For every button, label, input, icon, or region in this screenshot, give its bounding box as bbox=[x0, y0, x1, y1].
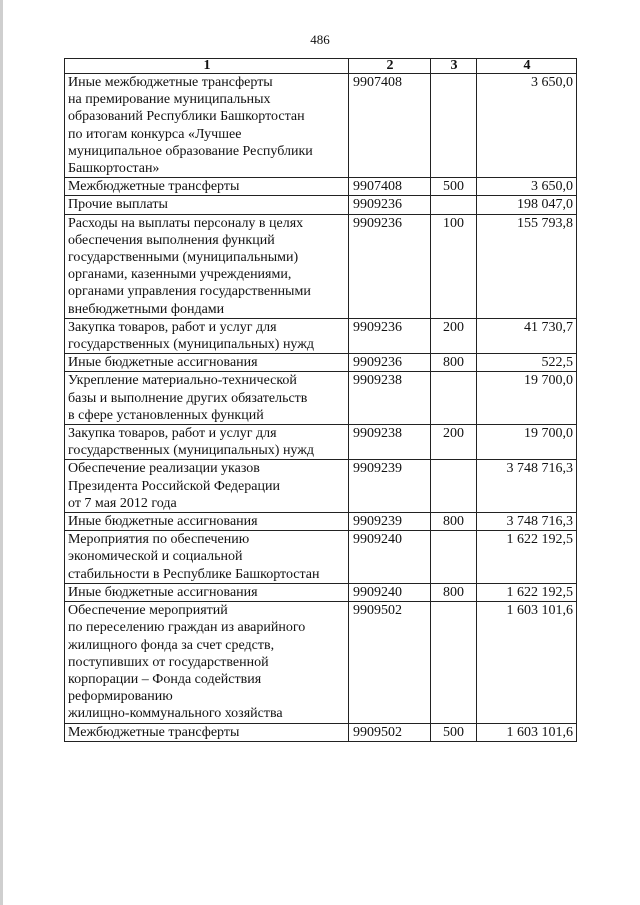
page-number: 486 bbox=[310, 32, 330, 47]
row-name-cell-text: Межбюджетные трансферты bbox=[68, 179, 240, 195]
row-code-cell bbox=[349, 513, 431, 531]
row-amount-cell bbox=[477, 74, 577, 178]
row-code-cell-text: 9909236 bbox=[353, 197, 402, 213]
row-name-cell-text: Укрепление материально-технической базы и выполнение других обязательств в сфере установленных функций bbox=[68, 373, 308, 423]
row-code-cell bbox=[349, 74, 431, 178]
row-type-cell bbox=[431, 425, 477, 460]
row-type-cell bbox=[431, 531, 477, 584]
row-name-cell-text: Прочие выплаты bbox=[68, 197, 168, 213]
row-amount-cell-text: 19 700,0 bbox=[524, 426, 573, 442]
row-name-cell-text: Закупка товаров, работ и услуг для государственных (муниципальных) нужд bbox=[68, 426, 315, 459]
row-amount-cell bbox=[477, 354, 577, 372]
column-header-2: 2 bbox=[349, 59, 431, 74]
row-name-cell-text: Межбюджетные трансферты bbox=[68, 724, 240, 740]
row-type-cell bbox=[431, 214, 477, 318]
table-row bbox=[65, 602, 577, 723]
column-header-1: 1 bbox=[65, 59, 349, 74]
table-row bbox=[65, 425, 577, 460]
row-type-cell-text: 100 bbox=[443, 215, 464, 231]
row-name-cell-text: Иные бюджетные ассигнования bbox=[68, 355, 258, 371]
row-name-cell-text: Мероприятия по обеспечению экономической и социальной стабильности в Республике Башкортостан bbox=[68, 532, 320, 582]
row-amount-cell-text: 1 603 101,6 bbox=[506, 603, 573, 619]
row-amount-cell-text: 3 650,0 bbox=[531, 75, 573, 90]
row-code-cell-text: 9909502 bbox=[353, 724, 402, 740]
row-name-cell-text: Иные бюджетные ассигнования bbox=[68, 514, 258, 530]
row-code-cell-text: 9909239 bbox=[353, 514, 402, 530]
row-type-cell bbox=[431, 602, 477, 723]
row-type-cell bbox=[431, 354, 477, 372]
row-name-cell-text: Иные бюджетные ассигнования bbox=[68, 584, 258, 600]
row-type-cell bbox=[431, 460, 477, 513]
row-amount-cell bbox=[477, 531, 577, 584]
row-type-cell-text: 800 bbox=[443, 514, 464, 530]
row-code-cell bbox=[349, 460, 431, 513]
row-name-cell bbox=[65, 602, 349, 723]
row-type-cell bbox=[431, 513, 477, 531]
row-name-cell bbox=[65, 460, 349, 513]
row-type-cell bbox=[431, 372, 477, 425]
row-code-cell-text: 9909239 bbox=[353, 461, 402, 477]
row-name-cell bbox=[65, 513, 349, 531]
row-amount-cell bbox=[477, 318, 577, 353]
row-code-cell-text: 9909240 bbox=[353, 584, 402, 600]
row-code-cell-text: 9907408 bbox=[353, 179, 402, 195]
row-type-cell bbox=[431, 74, 477, 178]
table-row bbox=[65, 196, 577, 214]
row-code-cell bbox=[349, 723, 431, 741]
row-type-cell-text: 800 bbox=[443, 584, 464, 600]
row-name-cell-text: Иные межбюджетные трансферты на премирование муниципальных образований Республики Башкортостан по итогам конкурса «Лучшее муниципальное образование Республики Башкортостан» bbox=[68, 75, 313, 177]
row-type-cell-text: 500 bbox=[443, 179, 464, 195]
row-code-cell bbox=[349, 531, 431, 584]
row-type-cell bbox=[431, 196, 477, 214]
row-name-cell bbox=[65, 583, 349, 601]
row-amount-cell bbox=[477, 214, 577, 318]
row-name-cell bbox=[65, 196, 349, 214]
table-row bbox=[65, 318, 577, 353]
row-name-cell bbox=[65, 372, 349, 425]
row-name-cell bbox=[65, 531, 349, 584]
row-amount-cell-text: 522,5 bbox=[541, 355, 573, 371]
row-name-cell-text: Расходы на выплаты персоналу в целях обеспечения выполнения функций государственными (муниципальными) органами, казенными учреждениями, органами управления государственными внебюджетными фондами bbox=[68, 215, 311, 317]
row-type-cell bbox=[431, 583, 477, 601]
row-code-cell-text: 9909238 bbox=[353, 426, 402, 442]
row-code-cell bbox=[349, 602, 431, 723]
row-type-cell-text: 500 bbox=[443, 724, 464, 740]
budget-table bbox=[64, 58, 577, 742]
row-name-cell bbox=[65, 214, 349, 318]
row-name-cell bbox=[65, 178, 349, 196]
table-row bbox=[65, 354, 577, 372]
row-amount-cell bbox=[477, 196, 577, 214]
row-amount-cell-text: 1 603 101,6 bbox=[506, 724, 573, 740]
row-code-cell bbox=[349, 354, 431, 372]
row-code-cell bbox=[349, 196, 431, 214]
row-amount-cell bbox=[477, 425, 577, 460]
row-amount-cell-text: 3 748 716,3 bbox=[506, 514, 573, 530]
row-name-cell bbox=[65, 723, 349, 741]
row-name-cell-text: Обеспечение реализации указов Президента Российской Федерации от 7 мая 2012 года bbox=[68, 461, 280, 511]
row-amount-cell bbox=[477, 583, 577, 601]
page-edge-shadow bbox=[0, 0, 3, 905]
table-row bbox=[65, 214, 577, 318]
row-name-cell-text: Закупка товаров, работ и услуг для государственных (муниципальных) нужд bbox=[68, 319, 315, 353]
row-code-cell-text: 9909502 bbox=[353, 603, 402, 619]
table-row bbox=[65, 531, 577, 584]
row-code-cell-text: 9909236 bbox=[353, 215, 402, 231]
row-amount-cell-text: 3 650,0 bbox=[531, 179, 573, 195]
table-row bbox=[65, 513, 577, 531]
row-type-cell bbox=[431, 723, 477, 741]
row-code-cell-text: 9907408 bbox=[353, 75, 402, 90]
row-type-cell bbox=[431, 178, 477, 196]
row-name-cell bbox=[65, 74, 349, 178]
row-type-cell-text: 200 bbox=[443, 426, 464, 442]
row-name-cell bbox=[65, 354, 349, 372]
table-body bbox=[65, 74, 577, 742]
row-amount-cell-text: 19 700,0 bbox=[524, 373, 573, 389]
row-name-cell bbox=[65, 425, 349, 460]
row-amount-cell-text: 3 748 716,3 bbox=[506, 461, 573, 477]
row-amount-cell-text: 155 793,8 bbox=[517, 215, 573, 231]
table-row bbox=[65, 723, 577, 741]
table-row bbox=[65, 583, 577, 601]
row-name-cell-text: Обеспечение мероприятий по переселению граждан из аварийного жилищного фонда за счет средств, поступивших от государственной корпорации – Фонда содействия реформированию жилищно-коммунального хозяйства bbox=[68, 603, 306, 722]
row-code-cell bbox=[349, 318, 431, 353]
row-code-cell-text: 9909236 bbox=[353, 355, 402, 371]
row-amount-cell-text: 198 047,0 bbox=[517, 197, 573, 213]
table-header-row bbox=[65, 59, 577, 74]
row-type-cell-text: 200 bbox=[443, 319, 464, 335]
row-code-cell bbox=[349, 214, 431, 318]
table-row bbox=[65, 178, 577, 196]
column-header-3: 3 bbox=[431, 59, 477, 74]
row-name-cell bbox=[65, 318, 349, 353]
row-amount-cell bbox=[477, 513, 577, 531]
row-code-cell bbox=[349, 425, 431, 460]
table-row bbox=[65, 74, 577, 178]
row-amount-cell bbox=[477, 723, 577, 741]
row-amount-cell bbox=[477, 178, 577, 196]
row-type-cell bbox=[431, 318, 477, 353]
table-row bbox=[65, 460, 577, 513]
row-code-cell bbox=[349, 178, 431, 196]
row-amount-cell-text: 1 622 192,5 bbox=[506, 532, 573, 548]
row-amount-cell bbox=[477, 460, 577, 513]
row-amount-cell bbox=[477, 372, 577, 425]
row-amount-cell-text: 1 622 192,5 bbox=[506, 584, 573, 600]
table-row bbox=[65, 372, 577, 425]
row-code-cell bbox=[349, 372, 431, 425]
row-code-cell bbox=[349, 583, 431, 601]
column-header-4: 4 bbox=[477, 59, 577, 74]
row-code-cell-text: 9909238 bbox=[353, 373, 402, 389]
row-type-cell-text: 800 bbox=[443, 355, 464, 371]
row-code-cell-text: 9909236 bbox=[353, 319, 402, 335]
row-amount-cell bbox=[477, 602, 577, 723]
row-amount-cell-text: 41 730,7 bbox=[524, 319, 573, 335]
row-code-cell-text: 9909240 bbox=[353, 532, 402, 548]
